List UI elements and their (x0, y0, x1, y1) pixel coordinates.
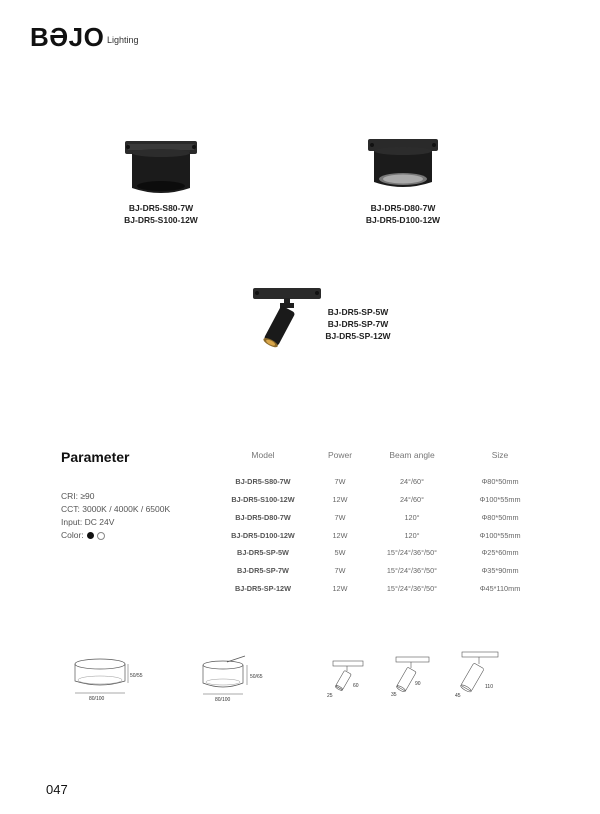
dimension-drawing-s-series (70, 655, 150, 705)
product-label: BJ-DR5-SP-5W (327, 307, 389, 317)
spec-color-label: Color: (61, 530, 84, 540)
spec-cri: CRI: ≥90 (61, 491, 95, 501)
cell-power: 12W (332, 495, 348, 504)
product-label-group-2 (353, 202, 453, 226)
dim-diameter-label: 35 (391, 692, 397, 698)
page-number: 047 (46, 782, 68, 797)
color-swatch-black (87, 532, 94, 539)
cell-power: 12W (332, 584, 348, 593)
cell-power: 7W (334, 513, 346, 522)
cell-model: BJ-DR5-SP-5W (237, 548, 289, 557)
cell-power: 7W (334, 566, 346, 575)
dim-length-label: 110 (485, 684, 493, 690)
product-label-group-1 (111, 202, 211, 226)
dim-height-label: 50/65 (250, 674, 263, 680)
product-label: BJ-DR5-S100-12W (124, 215, 198, 225)
cell-power: 7W (334, 477, 346, 486)
cell-beam-angle: 24°/60° (399, 495, 425, 504)
cell-beam-angle: 24°/60° (399, 477, 425, 486)
cell-beam-angle: 15°/24°/36°/50° (386, 548, 438, 557)
dim-diameter-label: 25 (327, 693, 333, 699)
cell-power: 5W (334, 548, 346, 557)
product-label: BJ-DR5-SP-12W (325, 331, 391, 341)
cell-power: 12W (332, 531, 348, 540)
product-image-s-series (120, 138, 202, 196)
dimension-drawing-sp-7w (388, 653, 438, 701)
parameter-title: Parameter (61, 449, 130, 465)
product-label: BJ-DR5-D80-7W (370, 203, 436, 213)
cell-size: Φ100*55mm (479, 531, 521, 540)
cell-size: Φ100*55mm (479, 495, 521, 504)
dim-length-label: 90 (415, 681, 421, 687)
dim-diameter-label: 45 (455, 693, 461, 699)
table-header-power: Power (327, 450, 353, 460)
dim-width-label: 80/100 (215, 697, 231, 703)
cell-size: Φ45*110mm (479, 584, 521, 593)
spec-cct: CCT: 3000K / 4000K / 6500K (61, 504, 171, 514)
table-header-model: Model (251, 450, 275, 460)
spec-input: Input: DC 24V (61, 517, 115, 527)
cell-beam-angle: 120° (404, 531, 420, 540)
product-image-sp-series (250, 285, 324, 351)
cell-model: BJ-DR5-S80-7W (235, 477, 291, 486)
dimension-drawing-d-series (195, 653, 275, 705)
cell-beam-angle: 15°/24°/36°/50° (386, 566, 438, 575)
dimension-drawing-sp-12w (452, 648, 510, 702)
cell-size: Φ25*60mm (481, 548, 519, 557)
cell-model: BJ-DR5-SP-7W (237, 566, 289, 575)
table-header-beam-angle: Beam angle (389, 450, 435, 460)
product-image-d-series (365, 136, 441, 194)
brand-logo: BƏJO (30, 22, 105, 52)
dim-height-label: 50/55 (130, 673, 143, 679)
cell-size: Φ80*50mm (481, 513, 519, 522)
brand-subtitle: Lighting (107, 35, 139, 45)
color-swatch-white (97, 532, 105, 540)
dim-width-label: 80/100 (89, 696, 105, 702)
dim-length-label: 60 (353, 683, 359, 689)
cell-model: BJ-DR5-SP-12W (235, 584, 291, 593)
product-label-group-3 (318, 306, 398, 342)
cell-beam-angle: 120° (404, 513, 420, 522)
product-label: BJ-DR5-S80-7W (128, 203, 194, 213)
cell-model: BJ-DR5-S100-12W (231, 495, 295, 504)
product-label: BJ-DR5-D100-12W (365, 215, 441, 225)
dimension-drawing-sp-5w (325, 657, 370, 701)
cell-model: BJ-DR5-D80-7W (235, 513, 291, 522)
cell-size: Φ35*90mm (481, 566, 519, 575)
cell-model: BJ-DR5-D100-12W (231, 531, 295, 540)
table-header-size: Size (491, 450, 509, 460)
cell-size: Φ80*50mm (481, 477, 519, 486)
product-label: BJ-DR5-SP-7W (327, 319, 389, 329)
spec-color (61, 529, 105, 541)
cell-beam-angle: 15°/24°/36°/50° (386, 584, 438, 593)
